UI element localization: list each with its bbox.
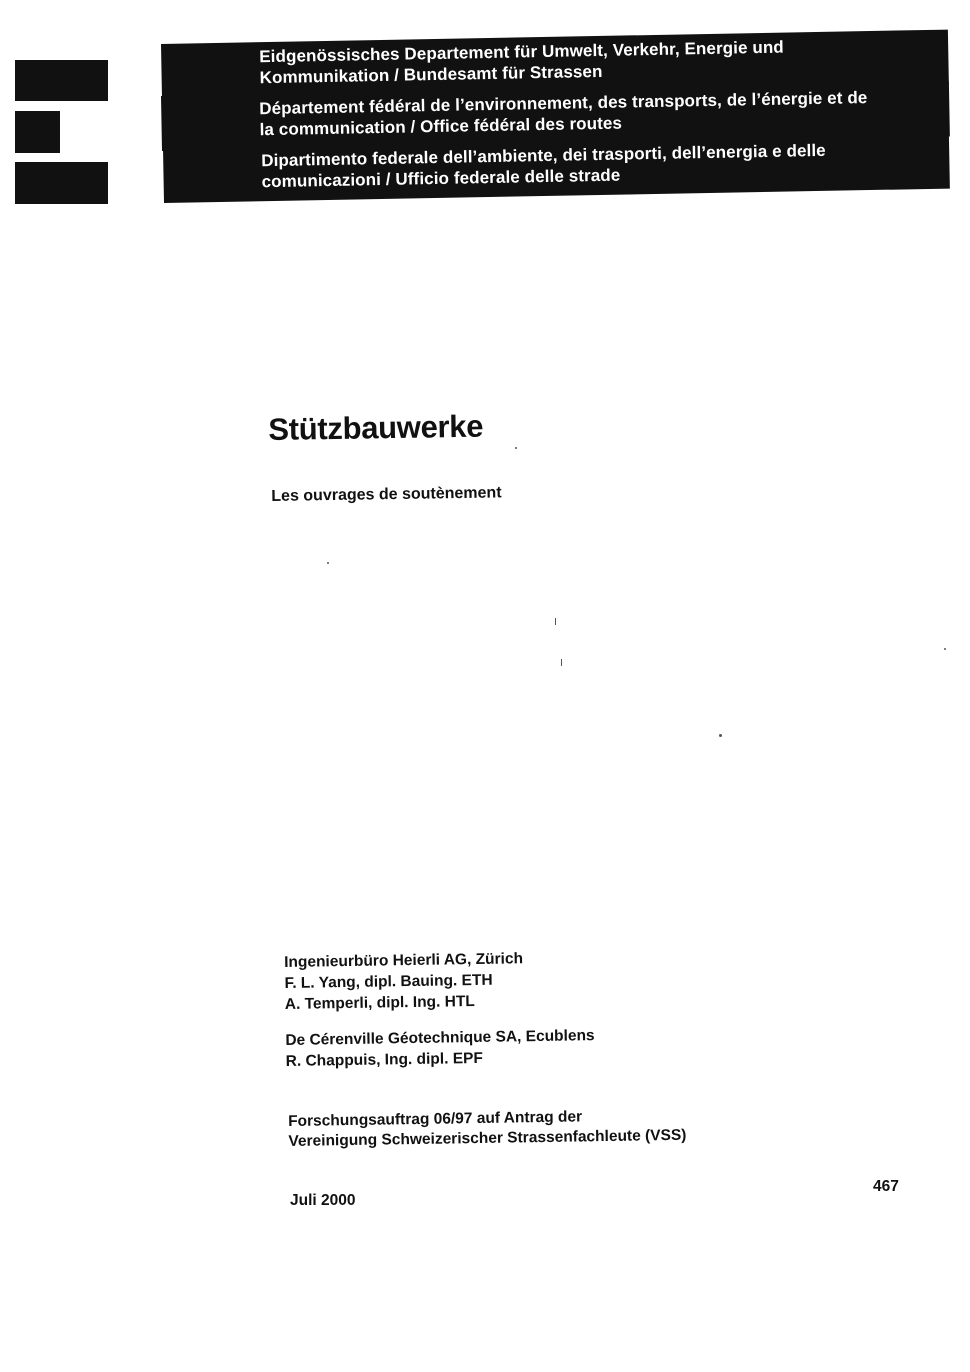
author-line: R. Chappuis, Ing. dipl. EPF bbox=[285, 1049, 484, 1070]
department-italian-line1: Dipartimento federale dell’ambiente, dei trasporti, dell’energia e delle bbox=[261, 140, 826, 171]
department-german-line2: Kommunikation / Bundesamt für Strassen bbox=[259, 61, 603, 88]
author-line: A. Temperli, dipl. Ing. HTL bbox=[284, 993, 475, 1013]
research-commission bbox=[288, 1106, 687, 1152]
document-subtitle: Les ouvrages de soutènement bbox=[271, 484, 502, 505]
department-french-line1: Département fédéral de l’environnement, des transports, de l’énergie et de bbox=[259, 88, 868, 119]
department-italian-line2: comunicazioni / Ufficio federale delle strade bbox=[261, 165, 621, 192]
logo-block-middle bbox=[15, 111, 60, 153]
scan-speck bbox=[555, 618, 556, 625]
author-line: De Cérenville Géotechnique SA, Ecublens bbox=[285, 1027, 595, 1049]
logo-block-top bbox=[15, 60, 108, 101]
department-french-line2: la communication / Office fédéral des routes bbox=[259, 113, 623, 140]
commission-line2: Vereinigung Schweizerischer Strassenfachleute (VSS) bbox=[288, 1126, 687, 1150]
document-title: Stützbauwerke bbox=[268, 408, 484, 447]
publication-date: Juli 2000 bbox=[290, 1192, 356, 1209]
scan-speck bbox=[719, 734, 722, 737]
scan-speck bbox=[944, 648, 946, 650]
title-block bbox=[268, 408, 502, 506]
author-group-heierli bbox=[284, 947, 594, 1015]
commission-line1: Forschungsauftrag 06/97 auf Antrag der bbox=[288, 1108, 583, 1130]
authors-block bbox=[284, 947, 595, 1087]
logo-block-bottom bbox=[15, 162, 108, 204]
scan-speck bbox=[561, 659, 562, 666]
author-line: Ingenieurbüro Heierli AG, Zürich bbox=[284, 950, 524, 971]
scan-speck bbox=[515, 447, 517, 449]
author-line: F. L. Yang, dipl. Bauing. ETH bbox=[284, 971, 493, 992]
department-german-line1: Eidgenössisches Departement für Umwelt, Verkehr, Energie und bbox=[259, 37, 785, 67]
report-number: 467 bbox=[873, 1178, 899, 1195]
author-group-cerenville bbox=[285, 1025, 595, 1072]
scan-speck bbox=[327, 562, 329, 564]
